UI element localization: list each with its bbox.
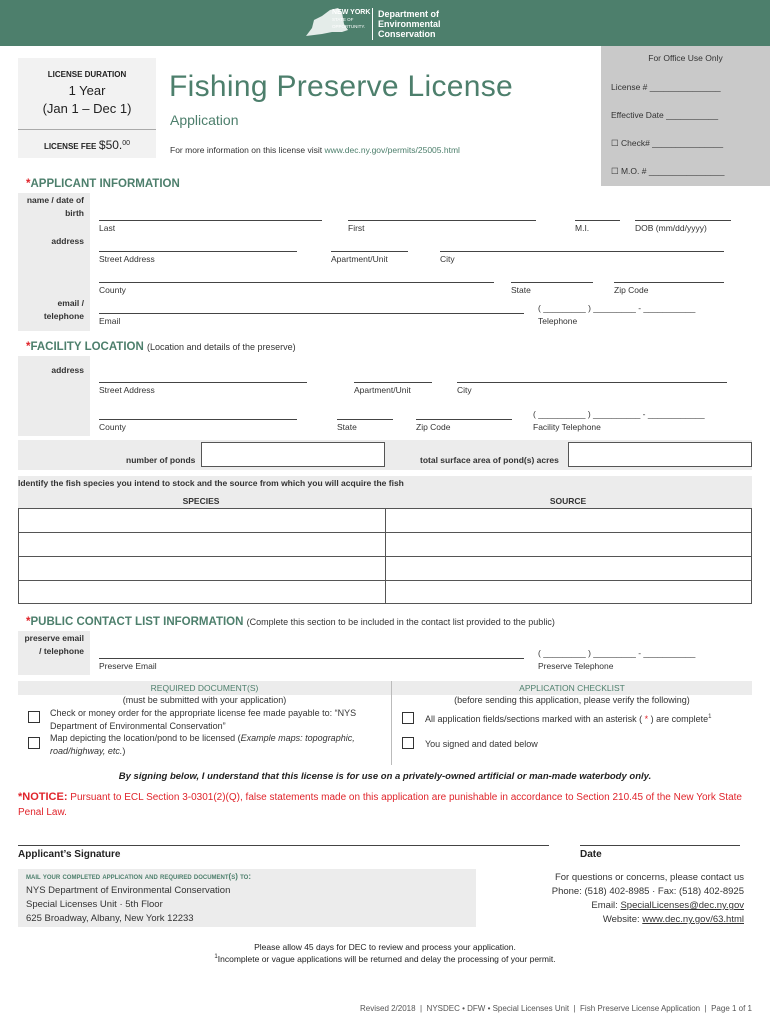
species-table [18, 508, 752, 604]
contact-email-row [480, 900, 744, 911]
species-col-header: SPECIES [182, 496, 220, 506]
processing-line1: Please allow 45 days for DEC to review and process your application. [254, 942, 516, 952]
species-cell-1[interactable] [19, 509, 385, 532]
applicant-address-label: address [51, 236, 84, 246]
facility-subtitle: (Location and details of the preserve) [146, 342, 296, 352]
processing-footnote: 1 [214, 954, 218, 961]
applicant-email-label: Email [99, 316, 121, 326]
dob-label: DOB (mm/dd/yyyy) [635, 223, 707, 233]
source-cell-2[interactable] [386, 533, 752, 556]
checklist-1-text-a: All application fields/sections marked with an asterisk ( [425, 714, 643, 724]
license-fee-label: LICENSE FEE [43, 142, 97, 151]
facility-address-label: address [51, 365, 84, 375]
applicant-county-field[interactable] [99, 282, 494, 283]
license-fee-value: $50. [98, 138, 123, 152]
facility-county-field[interactable] [99, 419, 297, 420]
facility-street-label: Street Address [99, 385, 155, 395]
ny-line3: OPPORTUNITY. [332, 24, 366, 29]
required-doc-2-text-a: Map depicting the location/pond to be licensed ( [50, 733, 241, 743]
applicant-state-field[interactable] [511, 282, 593, 283]
checklist-1-footnote: 1 [708, 714, 712, 720]
first-name-label: First [348, 223, 365, 233]
source-col-header: SOURCE [549, 496, 587, 506]
contact-website-link[interactable]: www.dec.ny.gov/63.html [642, 914, 744, 925]
signature-field[interactable] [18, 845, 549, 846]
source-cell-4[interactable] [386, 581, 752, 604]
facility-zip-label: Zip Code [416, 422, 451, 432]
facility-street-field[interactable] [99, 382, 307, 383]
applicant-street-field[interactable] [99, 251, 297, 252]
facility-apt-field[interactable] [354, 382, 432, 383]
public-contact-subtitle: (Complete this section to be included in the contact list provided to the public) [246, 617, 555, 627]
facility-city-field[interactable] [457, 382, 727, 383]
office-use-title: For Office Use Only [648, 53, 723, 63]
mail-line3: 625 Broadway, Albany, New York 12233 [26, 913, 194, 924]
required-doc-2-text-b: Example maps: topographic, road/highway, etc. [50, 733, 355, 756]
processing-line2-row [0, 954, 770, 964]
applicant-apt-label: Apartment/Unit [331, 254, 388, 264]
last-name-field[interactable] [99, 220, 322, 221]
office-use-box [601, 46, 770, 186]
checklist-2-checkbox[interactable] [402, 737, 414, 749]
dept-brand-text [378, 9, 441, 39]
checklist-1-text [425, 714, 712, 724]
date-field[interactable] [580, 845, 740, 846]
license-fee-cents: 00 [122, 140, 131, 147]
applicant-telephone-label: Telephone [538, 316, 578, 326]
facility-county-label: County [99, 422, 126, 432]
facility-state-label: State [337, 422, 357, 432]
required-docs-title: REQUIRED DOCUMENT(S) [150, 683, 259, 693]
species-instruction: Identify the fish species you intend to stock and the source from which you will acquire the fish [18, 478, 404, 488]
contact-website-row [480, 914, 744, 925]
checklist-subtitle: (before sending this application, please verify the following) [454, 695, 690, 705]
dept-line3: Conservation [378, 29, 436, 39]
more-info-label: For more information on this license visit [170, 145, 323, 155]
public-contact-asterisk: * [26, 616, 31, 628]
applicant-county-label: County [99, 285, 126, 295]
notice-label: *NOTICE: [18, 791, 68, 803]
area-input[interactable] [568, 442, 752, 467]
signature-label: Applicant’s Signature [18, 849, 121, 860]
checklist-title: APPLICATION CHECKLIST [519, 683, 625, 693]
facility-title-text: FACILITY LOCATION [30, 341, 144, 353]
email-tel-label: email / telephone [43, 298, 84, 321]
first-name-field[interactable] [348, 220, 536, 221]
contact-email-link[interactable]: SpecialLicenses@dec.ny.gov [620, 900, 744, 911]
facility-phone-field[interactable]: ( __________ ) __________ - ____________ [533, 409, 705, 419]
checklist-1-asterisk: * [642, 714, 651, 724]
facility-section-title [26, 341, 296, 353]
office-effective-date: Effective Date ___________ [611, 110, 719, 120]
license-duration-value: 1 Year [68, 83, 106, 98]
required-docs-subtitle: (must be submitted with your application) [122, 695, 287, 705]
applicant-street-label: Street Address [99, 254, 155, 264]
license-duration-range: (Jan 1 – Dec 1) [42, 101, 132, 116]
ponds-label: number of ponds [126, 455, 196, 465]
applicant-city-label: City [440, 254, 455, 264]
applicant-state-label: State [511, 285, 531, 295]
preserve-email-label: Preserve Email [99, 661, 157, 671]
applicant-section-title [26, 178, 180, 190]
ponds-input[interactable] [201, 442, 385, 467]
contact-website-label: Website: [602, 914, 643, 925]
ny-line2: STATE OF [332, 17, 354, 22]
office-license-no: License # _______________ [611, 82, 721, 92]
facility-state-field[interactable] [337, 419, 393, 420]
mail-line1: NYS Department of Environmental Conservation [26, 885, 231, 896]
processing-line2: Incomplete or vague applications will be returned and delay the processing of your permit. [217, 954, 556, 964]
applicant-phone-field[interactable]: ( _________ ) _________ - ___________ [538, 303, 696, 313]
facility-telephone-label: Facility Telephone [533, 422, 601, 432]
office-check: ☐ Check# _______________ [611, 138, 724, 148]
facility-asterisk: * [26, 341, 31, 353]
checklist-1-text-b: ) are complete [650, 714, 709, 724]
more-info-link[interactable]: www.dec.ny.gov/permits/25005.html [324, 145, 460, 155]
date-label: Date [580, 849, 602, 860]
page-footer: Revised 2/2018 | NYSDEC • DFW • Special Licenses Unit | Fish Preserve License Application | Page 1 of 1 [359, 1004, 752, 1013]
applicant-asterisk: * [26, 178, 31, 190]
facility-apt-label: Apartment/Unit [354, 385, 411, 395]
office-mo: ☐ M.O. # ________________ [611, 166, 725, 176]
species-cell-4[interactable] [19, 581, 385, 604]
page-subtitle: Application [170, 112, 239, 128]
source-cell-1[interactable] [386, 509, 752, 532]
license-duration-label: LICENSE DURATION [47, 70, 127, 79]
checklist-1-checkbox[interactable] [402, 712, 414, 724]
mi-field[interactable] [575, 220, 620, 221]
required-doc-1-text: Check or money order for the appropriate license fee made payable to: “NYS Department of Environmental Conservation” [50, 708, 357, 731]
last-name-label: Last [99, 223, 116, 233]
preserve-email-field[interactable] [99, 658, 524, 659]
required-doc-2-text-c: ) [122, 745, 126, 756]
applicant-apt-field[interactable] [331, 251, 408, 252]
required-doc-1-checkbox[interactable] [28, 711, 40, 723]
name-dob-label: name / date of birth [26, 195, 84, 218]
applicant-title-text: APPLICANT INFORMATION [30, 178, 180, 190]
notice-text [18, 790, 750, 820]
species-cell-2[interactable] [19, 533, 385, 556]
contact-line2: Phone: (518) 402-8985 · Fax: (518) 402-8925 [551, 886, 744, 897]
mail-line2: Special Licenses Unit · 5th Floor [26, 899, 163, 910]
applicant-city-field[interactable] [440, 251, 724, 252]
applicant-email-field[interactable] [99, 313, 524, 314]
dept-line1: Department of [378, 9, 440, 19]
checklist-2-text: You signed and dated below [425, 739, 538, 749]
notice-body: Pursuant to ECL Section 3-0301(2)(Q), false statements made on this application are punishable in accordance to Section 210.45 of the New York State Penal Law. [18, 792, 742, 818]
applicant-zip-label: Zip Code [614, 285, 649, 295]
license-fee-row [18, 138, 156, 152]
dob-field[interactable] [635, 220, 731, 221]
ny-brand-text [332, 9, 370, 30]
page-title: Fishing Preserve License [169, 70, 514, 103]
contact-email-label: Email: [591, 900, 621, 911]
preserve-contact-label: preserve email / telephone [24, 633, 84, 656]
required-doc-2-checkbox[interactable] [28, 737, 40, 749]
facility-zip-field[interactable] [416, 419, 512, 420]
attestation-text: By signing below, I understand that this license is for use on a privately-owned artificial or man-made waterbody only. [118, 771, 652, 782]
public-contact-title-text: PUBLIC CONTACT LIST INFORMATION [30, 616, 244, 628]
mail-title: mail your completed application and required document(s) to: [26, 872, 251, 881]
contact-line1: For questions or concerns, please contact us [554, 872, 744, 883]
preserve-telephone-label: Preserve Telephone [538, 661, 614, 671]
area-label: total surface area of pond(s) acres [420, 455, 559, 465]
required-doc-2-text [50, 732, 380, 757]
more-info-text [170, 145, 460, 155]
license-panel-divider [18, 129, 156, 130]
source-cell-3[interactable] [386, 557, 752, 580]
species-cell-3[interactable] [19, 557, 385, 580]
facility-city-label: City [457, 385, 472, 395]
applicant-zip-field[interactable] [614, 282, 724, 283]
ny-line1: NEW YORK [332, 9, 371, 16]
docs-column-divider [391, 681, 392, 765]
public-contact-section-title [26, 616, 555, 628]
dept-line2: Environmental [378, 19, 441, 29]
header-divider [372, 8, 373, 40]
preserve-phone-field[interactable]: ( _________ ) _________ - ___________ [538, 648, 696, 658]
mi-label: M.I. [575, 223, 590, 233]
